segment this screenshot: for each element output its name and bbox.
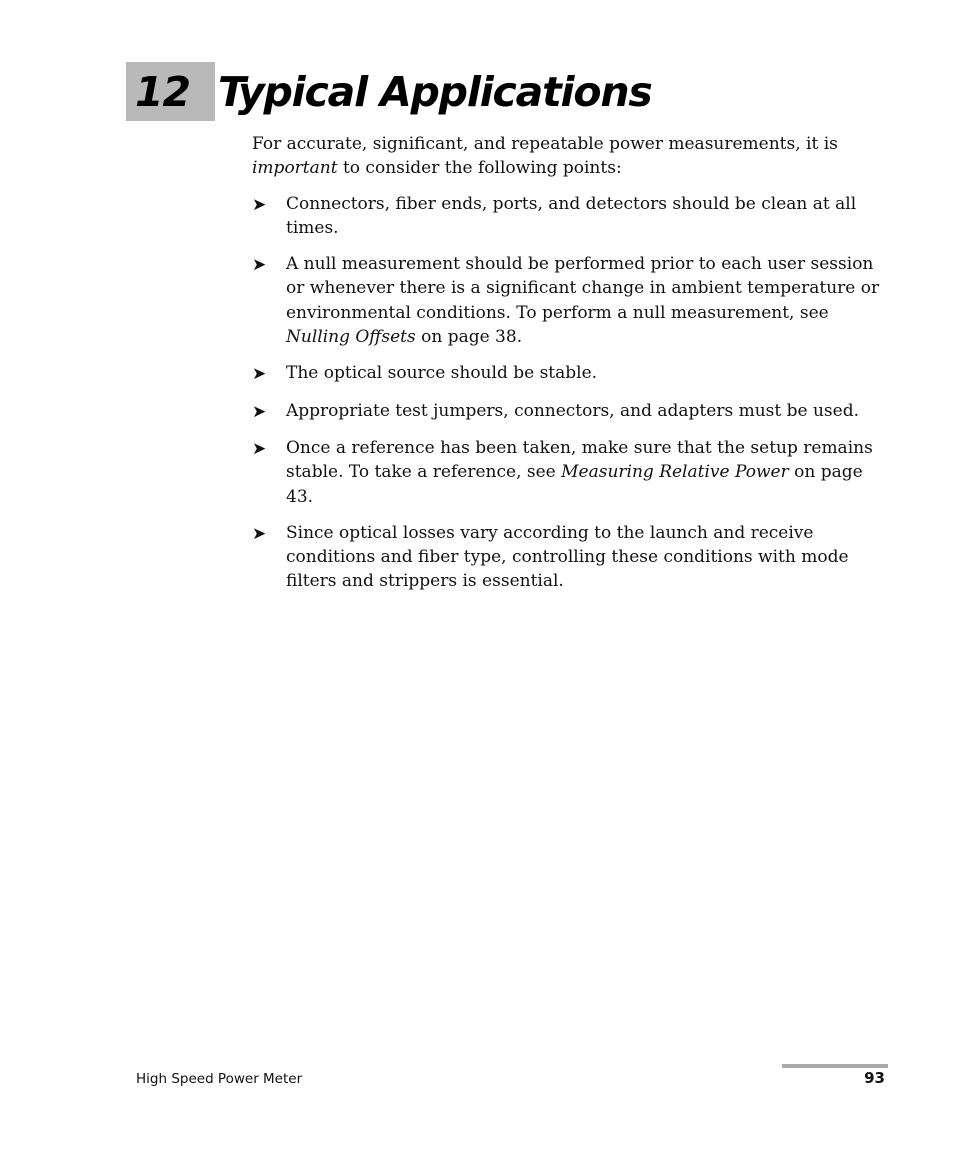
arrow-bullet-icon: ➤: [252, 194, 267, 215]
footer-document-title: High Speed Power Meter: [136, 1071, 303, 1087]
intro-emphasis: important: [252, 158, 338, 179]
bullet-text-part: Once a reference has been taken, make sure that the setup remains stable. To take a reference, see: [286, 437, 873, 483]
chapter-header: [126, 62, 652, 121]
bullet-text: Since optical losses vary according to the launch and receive conditions and fiber type, controlling these conditions with mode filters and strippers is essential.: [286, 522, 849, 592]
footer-divider: [782, 1064, 888, 1068]
footer-page-number: 93: [864, 1069, 885, 1087]
cross-reference-link[interactable]: Measuring Relative Power: [561, 462, 789, 483]
list-item: [252, 361, 892, 386]
intro-text: to consider the following points:: [337, 158, 622, 179]
list-item: [252, 399, 892, 424]
bullet-text: [286, 436, 892, 509]
list-item: [252, 192, 892, 241]
bullet-list: [252, 192, 892, 594]
arrow-bullet-icon: ➤: [252, 255, 267, 276]
chapter-number: 12: [126, 62, 215, 121]
intro-text: For accurate, significant, and repeatable power measurements, it is: [252, 134, 838, 154]
arrow-bullet-icon: ➤: [252, 401, 267, 422]
arrow-bullet-icon: ➤: [252, 523, 267, 544]
bullet-text: Appropriate test jumpers, connectors, and adapters must be used.: [286, 400, 859, 421]
cross-reference-link[interactable]: Nulling Offsets: [286, 327, 416, 348]
list-item: [252, 252, 892, 349]
bullet-text-part: on page 43.: [286, 462, 863, 507]
intro-paragraph: [252, 132, 892, 181]
main-content: [252, 132, 892, 606]
chapter-title: Typical Applications: [218, 67, 652, 116]
bullet-text-part: on page 38.: [415, 327, 523, 348]
list-item: [252, 521, 892, 594]
arrow-bullet-icon: ➤: [252, 438, 267, 459]
bullet-text: The optical source should be stable.: [286, 363, 598, 384]
bullet-text: Connectors, fiber ends, ports, and detectors should be clean at all times.: [286, 193, 857, 238]
bullet-text-part: A null measurement should be performed prior to each user session or whenever there is a significant change in ambient temperature or environmental conditions. To perform a null measurement, see: [286, 254, 880, 323]
bullet-text: [286, 252, 892, 349]
list-item: [252, 436, 892, 509]
arrow-bullet-icon: ➤: [252, 364, 267, 385]
